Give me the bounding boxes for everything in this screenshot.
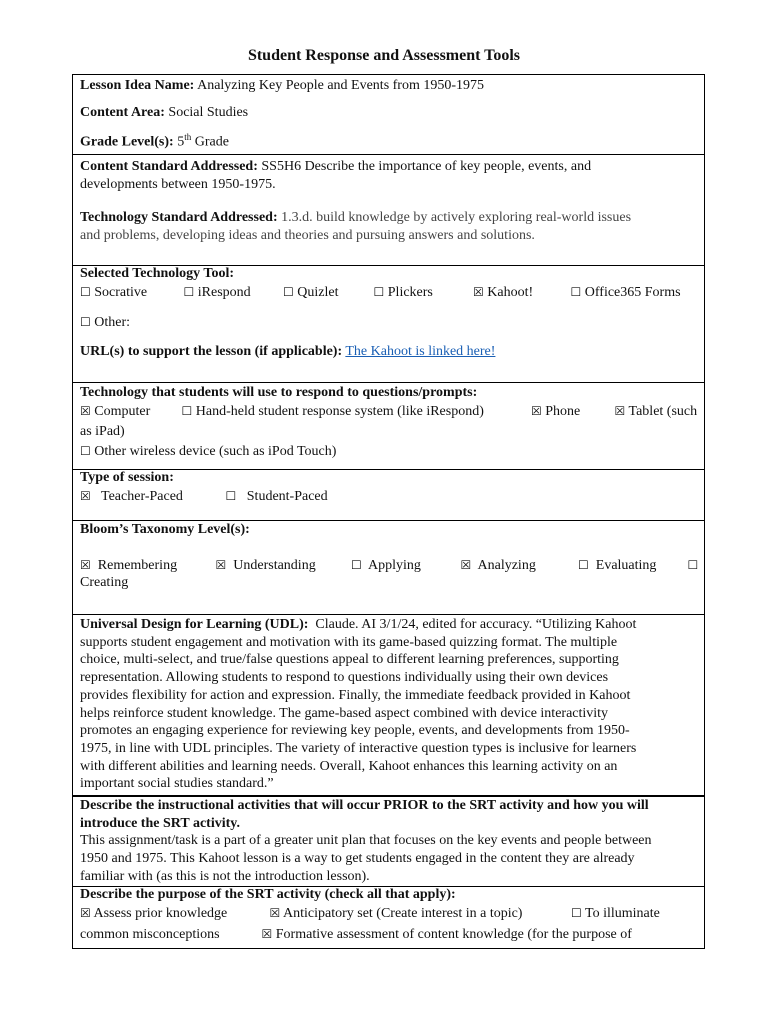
grade-level-number: 5 <box>177 134 185 150</box>
blooms-taxonomy-section <box>73 521 704 615</box>
checkbox-icon[interactable]: ☐ <box>578 558 589 572</box>
kahoot-link[interactable]: The Kahoot is linked here! <box>345 344 496 359</box>
tool-other-label: Other: <box>94 315 131 330</box>
prior-activities-section <box>73 796 704 887</box>
checkbox-icon[interactable]: ☐ <box>571 906 582 920</box>
grade-level-superscript: th <box>184 132 192 142</box>
tool-option-office365-forms[interactable] <box>571 285 681 301</box>
udl-line: important social studies standard.” <box>80 776 274 792</box>
checkbox-icon[interactable]: ☒ <box>261 927 273 941</box>
checkbox-icon[interactable]: ☐ <box>80 444 91 458</box>
tool-option-kahoot[interactable] <box>473 285 567 301</box>
checkbox-icon[interactable]: ☒ <box>80 558 91 572</box>
udl-line: choice, multi-select, and true/false questions appeal to different learning preferences, supporting <box>80 652 619 668</box>
session-label: Teacher-Paced <box>101 489 183 504</box>
devices-heading: Technology that students will use to respond to questions/prompts: <box>80 385 478 400</box>
bloom-understanding[interactable] <box>216 558 348 574</box>
tech-standard-label: Technology Standard Addressed: <box>80 210 278 226</box>
grade-level-suffix: Grade <box>194 134 229 150</box>
bloom-label: Understanding <box>233 558 316 573</box>
content-standard <box>80 158 697 193</box>
checkbox-icon[interactable]: ☐ <box>225 489 237 503</box>
tool-option-label: Office365 Forms <box>584 285 681 300</box>
checkbox-icon[interactable]: ☒ <box>80 404 91 418</box>
session-type-section <box>73 470 704 521</box>
url-label: URL(s) to support the lesson (if applicable): <box>80 344 343 359</box>
checkbox-icon[interactable]: ☐ <box>687 558 699 572</box>
device-label: Hand-held student response system (like iRespond) <box>195 404 484 419</box>
tool-option-label: Socrative <box>94 285 148 300</box>
content-standard-value-1: SS5H6 Describe the importance of key people, events, and <box>261 159 592 174</box>
device-label: Computer <box>94 404 151 419</box>
bloom-label: Remembering <box>97 558 178 573</box>
bloom-remembering[interactable] <box>80 558 212 574</box>
checkbox-icon[interactable]: ☐ <box>183 285 195 299</box>
tool-option-irespond[interactable] <box>184 285 280 301</box>
udl-line: 1975, in line with UDL principles. The variety of interactive question types is inclusive for learners <box>80 740 637 756</box>
session-student-paced[interactable] <box>226 489 328 505</box>
bloom-creating-checkbox[interactable] <box>688 558 699 574</box>
checkbox-icon[interactable]: ☐ <box>373 285 385 299</box>
tool-option-label: iRespond <box>197 285 251 300</box>
purpose-illuminate[interactable] <box>571 906 660 922</box>
prior-heading <box>80 797 697 832</box>
checkbox-icon[interactable]: ☒ <box>614 404 626 418</box>
checkbox-icon[interactable]: ☐ <box>570 285 582 299</box>
lesson-name-label: Lesson Idea Name: <box>80 78 195 93</box>
prior-line: 1950 and 1975. This Kahoot lesson is a way to get students engaged in the content they are already <box>80 851 635 867</box>
blooms-options-row <box>80 558 697 574</box>
srt-purpose-section <box>73 887 704 949</box>
grade-level-label: Grade Level(s): <box>80 134 174 150</box>
content-standard-label: Content Standard Addressed: <box>80 159 258 174</box>
udl-line: provides flexibility for action and expression. Finally, the immediate feedback provided in Kahoot <box>80 687 631 703</box>
purpose-heading: Describe the purpose of the SRT activity (check all that apply): <box>80 887 456 902</box>
lesson-name-row <box>80 78 697 105</box>
session-label: Student-Paced <box>246 489 328 504</box>
prior-line: familiar with (as this is not the introduction lesson). <box>80 868 370 884</box>
devices-section <box>73 383 704 470</box>
lesson-name-value: Analyzing Key People and Events from 1950-1975 <box>197 78 485 93</box>
udl-line: representation. Allowing students to respond to questions individually using their own devices <box>80 670 609 686</box>
content-area-label: Content Area: <box>80 105 165 120</box>
purpose-anticipatory-set[interactable] <box>270 906 568 922</box>
udl-label: Universal Design for Learning (UDL): <box>80 617 309 632</box>
grade-level-row <box>80 132 697 151</box>
purpose-label: Anticipatory set (Create interest in a topic) <box>283 906 523 921</box>
device-label: Other wireless device (such as iPod Touch) <box>94 444 337 459</box>
udl-line: with different abilities and learning needs. Overall, Kahoot enhances this learning activity on an <box>80 758 618 774</box>
srt-form-table <box>72 74 705 949</box>
checkbox-icon[interactable]: ☐ <box>80 285 91 299</box>
prior-heading-line-1: Describe the instructional activities that will occur PRIOR to the SRT activity and how you will <box>80 798 649 813</box>
content-area-row <box>80 105 697 132</box>
device-other-wireless[interactable] <box>80 444 697 460</box>
checkbox-icon[interactable]: ☒ <box>80 906 91 920</box>
prior-heading-line-2: introduce the SRT activity. <box>80 815 240 831</box>
checkbox-icon[interactable]: ☒ <box>80 489 91 503</box>
purpose-label: To illuminate <box>585 906 660 921</box>
bloom-evaluating[interactable] <box>578 558 684 574</box>
checkbox-icon[interactable]: ☐ <box>181 404 193 418</box>
bloom-analyzing[interactable] <box>461 558 575 574</box>
bloom-label: Applying <box>368 558 421 573</box>
devices-row <box>80 404 697 420</box>
device-tablet-continued: as iPad) <box>80 424 125 439</box>
tool-option-plickers[interactable] <box>374 285 470 301</box>
tool-options-row <box>80 285 697 301</box>
tool-option-quizlet[interactable] <box>283 285 370 301</box>
purpose-row-1 <box>80 906 697 922</box>
device-phone[interactable] <box>531 404 611 420</box>
device-label: Phone <box>545 404 581 419</box>
udl-line: supports student engagement and motivation with its game-based quizzing format. The multiple <box>80 634 618 650</box>
checkbox-icon[interactable]: ☒ <box>215 558 227 572</box>
tool-option-label: Kahoot! <box>487 285 534 300</box>
udl-line: Claude. AI 3/1/24, edited for accuracy. “Utilizing Kahoot <box>315 617 637 632</box>
blooms-heading: Bloom’s Taxonomy Level(s): <box>80 522 250 537</box>
session-options-row <box>80 489 697 505</box>
prior-line: This assignment/task is a part of a greater unit plan that focuses on the key events and people between <box>80 833 652 849</box>
url-row <box>80 344 697 360</box>
udl-line: helps reinforce student knowledge. The game-based aspect combined with device interactivity <box>80 705 609 721</box>
purpose-assess-prior[interactable] <box>80 906 266 922</box>
standards-section <box>73 155 704 266</box>
device-label: Tablet (such <box>628 404 698 419</box>
checkbox-icon[interactable]: ☒ <box>460 558 472 572</box>
tech-standard-value-2: and problems, developing ideas and theories and pursuing answers and solutions. <box>80 228 535 244</box>
checkbox-icon[interactable]: ☒ <box>269 906 281 920</box>
bloom-applying[interactable] <box>351 558 457 574</box>
device-handheld[interactable] <box>182 404 528 420</box>
session-teacher-paced[interactable] <box>80 489 222 505</box>
udl-line: promotes an engaging experience for reviewing key people, events, and developments from 1950- <box>80 723 630 739</box>
purpose-row-2 <box>80 927 697 943</box>
tech-standard <box>80 209 697 244</box>
checkbox-icon[interactable]: ☒ <box>531 404 542 418</box>
content-standard-value-2: developments between 1950-1975. <box>80 176 276 192</box>
purpose-label: Formative assessment of content knowledge (for the purpose of <box>275 927 632 942</box>
content-area-value: Social Studies <box>168 105 249 120</box>
udl-section <box>73 615 704 796</box>
bloom-creating-label: Creating <box>80 575 129 590</box>
selected-tool-section <box>73 266 704 383</box>
tool-option-label: Plickers <box>387 285 433 300</box>
udl-paragraph <box>80 616 697 793</box>
purpose-illuminate-continued: common misconceptions <box>80 927 220 942</box>
prior-description <box>80 832 697 885</box>
checkbox-icon[interactable]: ☐ <box>351 558 362 572</box>
session-heading: Type of session: <box>80 470 174 485</box>
tool-option-socrative[interactable] <box>80 285 180 301</box>
tool-option-label: Quizlet <box>297 285 339 300</box>
checkbox-icon[interactable]: ☐ <box>80 315 91 329</box>
bloom-label: Evaluating <box>595 558 657 573</box>
purpose-formative[interactable] <box>262 927 632 943</box>
device-computer[interactable] <box>80 404 178 420</box>
purpose-label: Assess prior knowledge <box>93 906 228 921</box>
selected-tool-heading: Selected Technology Tool: <box>80 266 235 281</box>
lesson-info-section <box>73 75 704 155</box>
tech-standard-value-1: 1.3.d. build knowledge by actively exploring real-world issues <box>281 210 632 226</box>
bloom-label: Analyzing <box>477 558 536 573</box>
checkbox-icon[interactable]: ☐ <box>283 285 294 299</box>
tool-option-other[interactable] <box>80 315 697 331</box>
checkbox-icon[interactable]: ☒ <box>473 285 484 299</box>
document-title: Student Response and Assessment Tools <box>247 47 521 64</box>
device-tablet[interactable] <box>615 404 698 420</box>
